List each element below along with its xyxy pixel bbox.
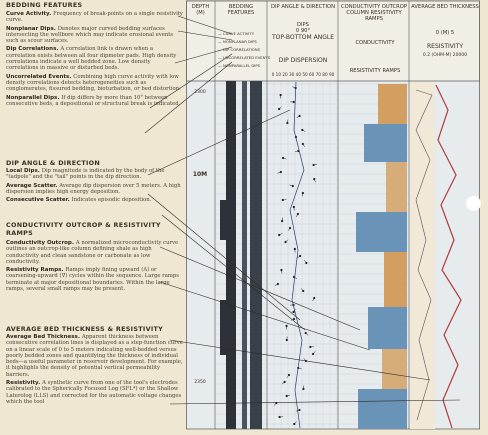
paragraph-text: Average dip dispersion over 5 meters. A high dispersion implies high energy deposition. [6, 182, 181, 195]
depth-mark-3: 2350 [194, 380, 206, 385]
paragraph-term: Uncorrelated Events. [6, 73, 74, 80]
paragraph-text: Denotes major curved bedding surfaces intersecting the wellbore which may indicate erosional events such as scour surfaces. [6, 25, 174, 45]
paragraph-term: Consecutive Scatter. [6, 197, 72, 204]
bedding-legend-item: — UNCORRELATED EVENTS [218, 55, 271, 60]
paragraph-term: Conductivity Outcrop. [6, 240, 76, 246]
bedding-legend-item: — NONPARALLEL DIPS [218, 63, 261, 68]
header-dip: DIP ANGLE & DIRECTION [271, 4, 335, 10]
section-dip-title: DIP ANGLE & DIRECTION [6, 159, 101, 167]
dips-label: DIPS [297, 22, 309, 28]
bedding-legend-item: — CURVE ACTIVITY [218, 31, 255, 36]
depth-mark-2: 10M [192, 171, 208, 178]
paragraph-term: Dip Correlations. [6, 46, 61, 53]
bedding-legend-item: — DIP CORRELATIONS [218, 47, 261, 52]
paragraph-text: If dip differs by more than 10° between consecutive beds, a depositional or structural break is indicated. [6, 94, 181, 107]
paragraph-term: Nonparallel Dips. [6, 94, 62, 101]
paragraph-term: Resistivity Ramps. [6, 267, 66, 274]
paragraph-text: Apparent thickness between consecutive correlation lines is displayed as a step-function curve on a linear scale of 0 to 5 meters indicating well-bedded versus poorly bedded zones and quantifying the thickness of individual beds—a useful parameter in reservoir development. For example, it highlights the density of potential vertical permeability barriers. [6, 334, 183, 378]
header-bedding: BEDDING FEATURES [227, 4, 255, 16]
paragraph-term: Nonplanar Dips. [6, 25, 58, 32]
conductivity-label: CONDUCTIVITY [355, 40, 395, 46]
section-average-title: AVERAGE BED THICKNESS & RESISTIVITY [6, 325, 164, 333]
section-bedding-title: BEDDING FEATURES [6, 1, 83, 9]
paragraph-text: Dip magnitude is indicated by the body of the "tadpole" and the "tail" points in the dip direction. [6, 168, 165, 181]
header-conductivity: CONDUCTIVITY OUTCROP COLUMN RESISTIVITY RAMPS [341, 4, 407, 22]
paragraph-text: Combining high curve activity with low density correlations detects heterogeneities such as conglomerates, fissured bedding, bioturbation, or bed distortion. [6, 73, 181, 93]
dip-scale-bottom: 0 10 20 30 40 50 60 70 80 90 [271, 72, 335, 77]
paragraph-text: Indicates episodic deposition. [71, 197, 152, 204]
section-conductivity-title: CONDUCTIVITY OUTCROP & RESISTIVITY RAMPS [6, 221, 161, 237]
binder-hole [466, 196, 481, 211]
paragraph-term: Average Scatter. [6, 182, 60, 189]
avg-scale: 0 (M) 5 [435, 30, 455, 36]
paragraph-text: Frequency of break-points on a single resistivity curve. [6, 11, 183, 24]
dip-dispersion-label: DIP DISPERSION [278, 57, 328, 64]
dip-scale-top: 0 90° [295, 28, 311, 34]
paragraph-text: A synthetic curve from one of the tool's electrodes calibrated to the Spherically Focused Log (SFL*) or the Shallow Laterolog (LLS) and corrected for the automatic voltage changes which the tool [6, 380, 182, 405]
paragraph-text: A correlation link is drawn when a correlation exists between all four dipmeter pads. High density correlations indicate a well bedded zone. Low density correlations in massive or disturbed beds. [6, 46, 177, 72]
resistivity-ramps-label: RESISTIVITY RAMPS [349, 68, 401, 74]
depth-mark-1: 2300 [194, 90, 206, 95]
paragraph-term: Resistivity. [6, 380, 43, 387]
top-bottom-angle-label: TOP-BOTTOM ANGLE [272, 34, 334, 41]
paragraph-term: Local Dips. [6, 168, 42, 174]
resistivity-label: RESISTIVITY [427, 43, 463, 50]
resistivity-scale: 0.2 (OHM-M) 20000 [422, 53, 468, 58]
header-depth: DEPTH (M) [191, 4, 210, 16]
paragraph-term: Curve Activity. [6, 11, 54, 17]
header-average: AVERAGE BED THICKNESS [411, 4, 479, 10]
paragraph-term: Average Bed Thickness. [6, 334, 82, 340]
paragraph-text: Ramps imply fining upward (Δ) or coarsening-upward (∇) cycles within the sequence. Large ramps terminate at major depositional boundaries. Within the large ramps, several small ramps may be present. [6, 267, 179, 293]
bedding-legend-item: — NONPLANAR DIPS [218, 39, 257, 44]
paragraph-text: A normalized microconductivity curve outlines an outcrop-like column defining shale as high conductivity and clean sandstone or carbonate as low conductivity. [6, 240, 179, 265]
